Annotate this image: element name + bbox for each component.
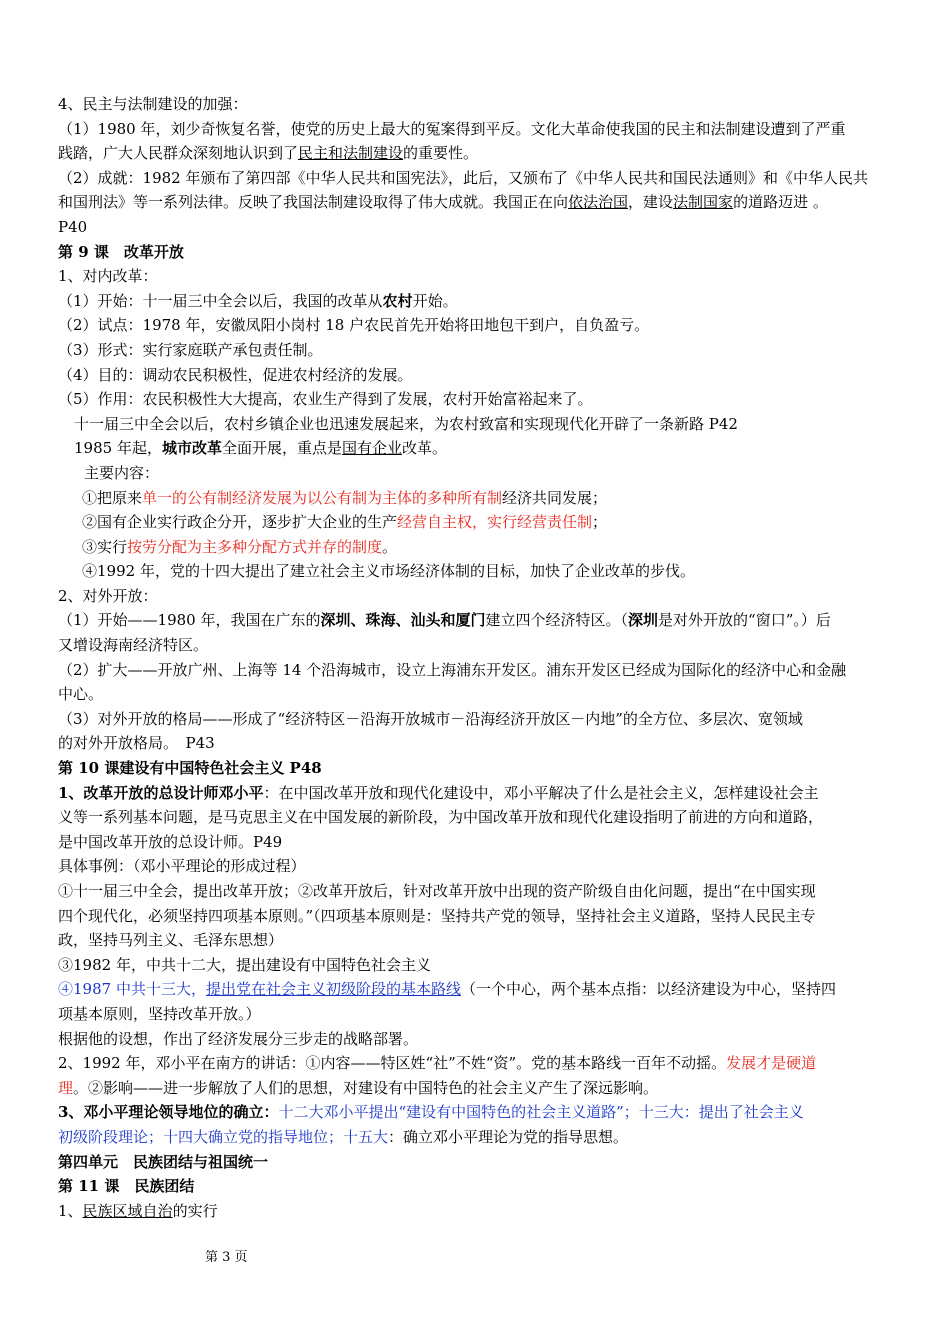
text-line: （3）对外开放的格局——形成了“经济特区－沿海开放城市－沿海经济开放区－内地”的全方位、多层次、宽领域 [58,709,803,728]
page-number: 第 3 页 [205,1250,248,1265]
document-page [58,92,896,1223]
text-line: 2、对外开放： [58,586,158,605]
text-line: （2）扩大——开放广州、上海等 14 个沿海城市，设立上海浦东开发区。浦东开发区已经成为国际化的经济中心和金融 [58,660,847,679]
text-line: （1）1980 年，刘少奇恢复名誉，使党的历史上最大的冤案得到平反。文化大革命使我国的民主和法制建设遭到了严重 [58,119,846,138]
unit-heading: 第四单元 民族团结与祖国统一 [58,1152,269,1171]
lesson-heading: 第 9 课 改革开放 [58,242,184,261]
text-line: ③实行按劳分配为主多种分配方式并存的制度。 [82,537,398,556]
text-line: 十一届三中全会以后，农村乡镇企业也迅速发展起来，为农村致富和实现现代化开辟了一条新路 P42 [74,414,738,433]
text-line: 1、改革开放的总设计师邓小平：在中国改革开放和现代化建设中，邓小平解决了什么是社会主义，怎样建设社会主 [58,783,819,802]
text-line: 中心。 [58,685,104,704]
text-line: （5）作用：农民积极性大大提高，农业生产得到了发展，农村开始富裕起来了。 [58,390,593,409]
text-line: （1）开始：十一届三中全会以后，我国的改革从农村开始。 [58,291,458,310]
text-line: 的对外开放格局。 P43 [58,734,215,753]
text-line: （3）形式：实行家庭联产承包责任制。 [58,340,323,359]
page-ref: P40 [58,217,88,236]
text-line: 义等一系列基本问题，是马克思主义在中国发展的新阶段，为中国改革开放和现代化建设指明了前进的方向和道路， [58,808,824,827]
text-line: 项基本原则，坚持改革开放。） [58,1004,261,1023]
text-line: ②国有企业实行政企分开，逐步扩大企业的生产经营自主权，实行经营责任制； [82,513,608,532]
text-line: 1、对内改革： [58,267,158,286]
text-line: 践踏，广大人民群众深刻地认识到了民主和法制建设的重要性。 [58,144,479,163]
text-line: 四个现代化，必须坚持四项基本原则。”（四项基本原则是：坚持共产党的领导，坚持社会主义道路，坚持人民民主专 [58,906,816,925]
text-line: （1）开始——1980 年，我国在广东的深圳、珠海、汕头和厦门建立四个经济特区。（深圳是对外开放的“窗口”。）后 [58,611,831,630]
text-line: 主要内容： [84,463,160,482]
text-line: 理。②影响——进一步解放了人们的思想，对建设有中国特色的社会主义产生了深远影响。 [58,1078,659,1097]
text-line: 和国刑法》等一系列法律。反映了我国法制建设取得了伟大成就。我国正在向依法治国，建设法制国家的道路迈进 。 [58,193,828,212]
text-line: （4）目的：调动农民积极性，促进农村经济的发展。 [58,365,413,384]
text-line: 又增设海南经济特区。 [58,636,209,655]
lesson-heading: 第 10 课建设有中国特色社会主义 P48 [58,759,322,778]
text-line: 2、1992 年，邓小平在南方的讲话：①内容——特区姓“社”不姓“资”。党的基本路线一百年不动摇。发展才是硬道 [58,1054,817,1073]
lesson-heading: 第 11 课 民族团结 [58,1177,195,1196]
text-line: 政，坚持马列主义、毛泽东思想） [58,931,284,950]
text-line: 初级阶段理论；十四大确立党的指导地位；十五大：确立邓小平理论为党的指导思想。 [58,1127,629,1146]
text-line: （2）试点：1978 年，安徽凤阳小岗村 18 户农民首先开始将田地包干到户，自负盈亏。 [58,316,650,335]
text-line: 1、民族区域自治的实行 [58,1201,218,1220]
text-line: ①把原来单一的公有制经济发展为以公有制为主体的多种所有制经济共同发展； [82,488,608,507]
text-line: ①十一届三中全会，提出改革开放；②改革开放后，针对改革开放中出现的资产阶级自由化问题，提出“在中国实现 [58,882,816,900]
text-line: 1985 年起，城市改革全面开展，重点是国有企业改革。 [74,439,448,458]
text-line: 3、邓小平理论领导地位的确立：十二大邓小平提出“建设有中国特色的社会主义道路”；十三大：提出了社会主义 [58,1103,804,1122]
text-line: ④1992 年，党的十四大提出了建立社会主义市场经济体制的目标，加快了企业改革的步伐。 [82,562,695,581]
text-line: 是中国改革开放的总设计师。P49 [58,832,283,851]
text-line: 4、民主与法制建设的加强： [58,95,248,113]
text-line: ④1987 中共十三大，提出党在社会主义初级阶段的基本路线（一个中心，两个基本点指：以经济建设为中心，坚持四 [58,980,836,999]
text-line: （2）成就：1982 年颁布了第四部《中华人民共和国宪法》，此后，又颁布了《中华人民共和国民法通则》和《中华人民共 [58,168,868,187]
text-line: ③1982 年，中共十二大，提出建设有中国特色社会主义 [58,955,431,974]
text-line: 根据他的设想，作出了经济发展分三步走的战略部署。 [58,1029,419,1048]
text-line: 具体事例：（邓小平理论的形成过程） [58,857,306,876]
